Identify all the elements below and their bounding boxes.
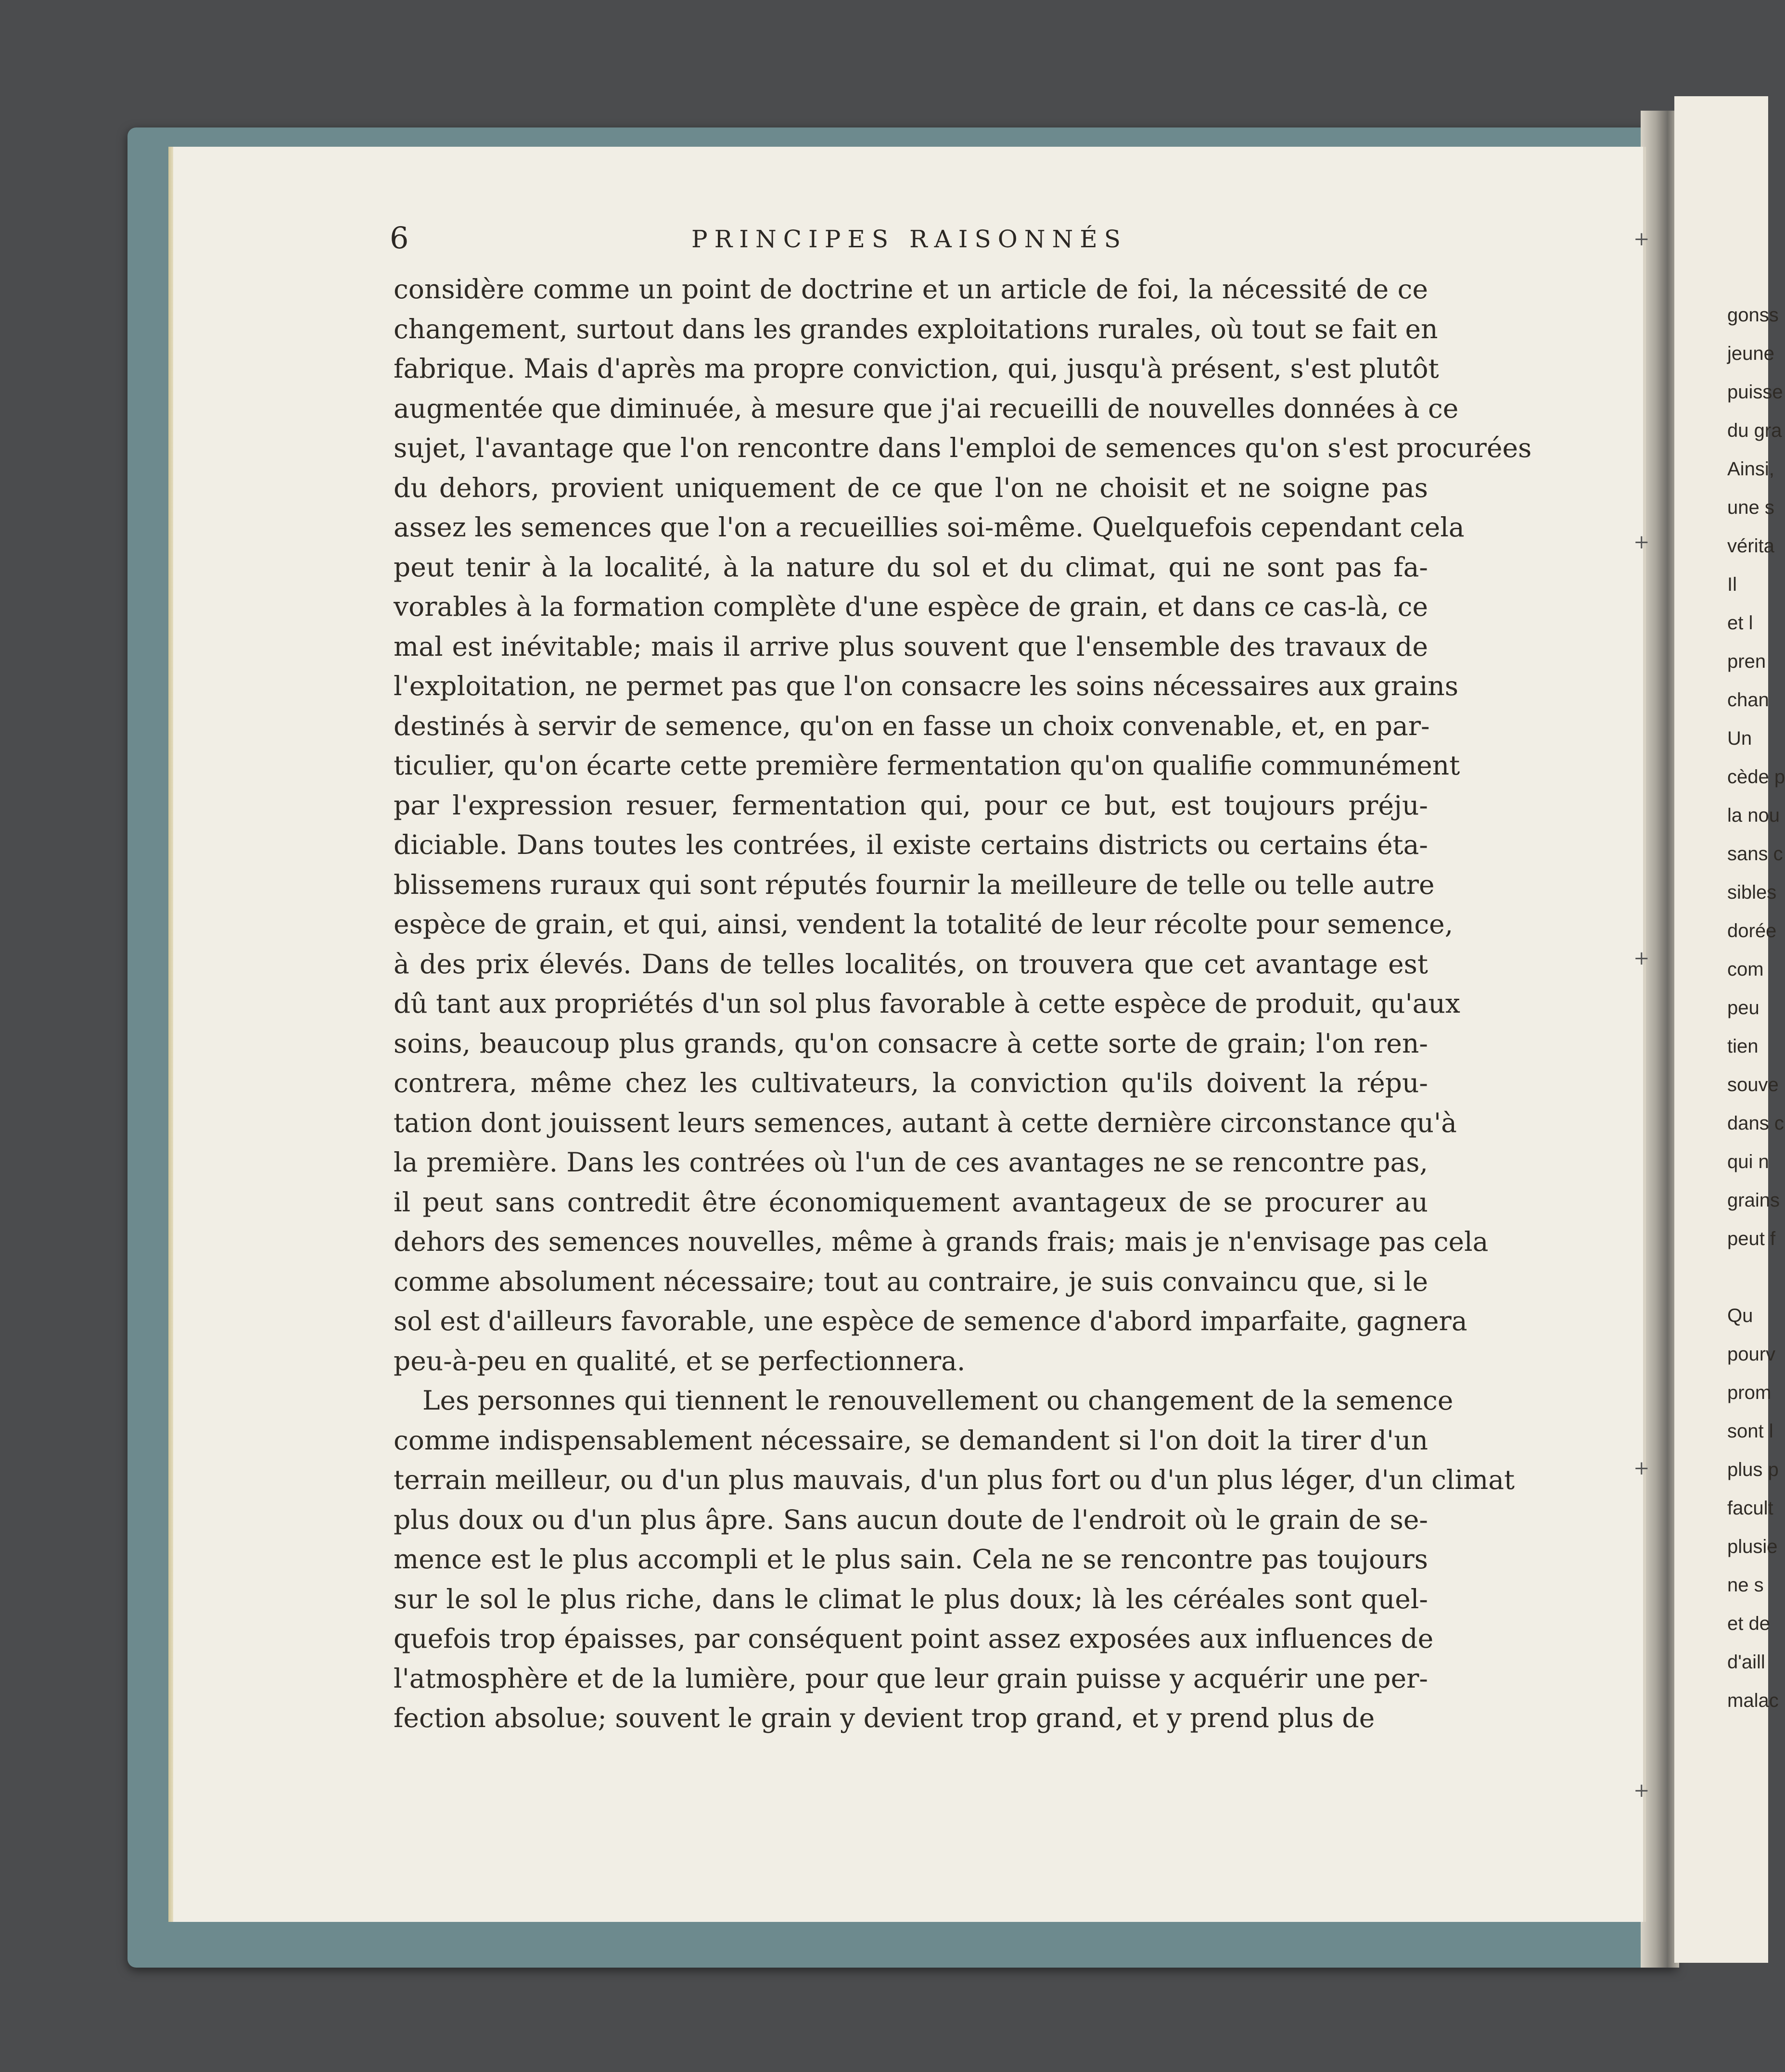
text-line: comme absolument nécessaire; tout au contraire, je suis convaincu que, si le: [394, 1266, 1428, 1297]
text-line: diciable. Dans toutes les contrées, il existe certains districts ou certains éta-: [394, 829, 1428, 860]
facing-text-fragment: chan: [1727, 689, 1769, 711]
facing-text-fragment: pourv: [1727, 1344, 1776, 1365]
stitch-mark: +: [1633, 1457, 1650, 1479]
body-text: [394, 269, 1532, 1738]
facing-text-fragment: et de: [1727, 1613, 1770, 1634]
text-line: assez les semences que l'on a recueillies soi-même. Quelquefois cependant cela: [394, 512, 1465, 543]
page-header: [390, 220, 1429, 259]
text-line: mal est inévitable; mais il arrive plus souvent que l'ensemble des travaux de: [394, 631, 1428, 662]
facing-text-fragment: qui n: [1727, 1151, 1769, 1172]
text-line: fection absolue; souvent le grain y devient trop grand, et y prend plus de: [394, 1703, 1375, 1733]
facing-text-fragment: peu: [1727, 997, 1760, 1018]
facing-text-fragment: sont l: [1727, 1421, 1773, 1442]
text-line: terrain meilleur, ou d'un plus mauvais, d'un plus fort ou d'un plus léger, d'un climat: [394, 1464, 1515, 1495]
facing-text-fragment: com: [1727, 959, 1764, 980]
text-line: la première. Dans les contrées où l'un de ces avantages ne se rencontre pas,: [394, 1147, 1428, 1178]
facing-text-fragment: jeune: [1727, 343, 1774, 364]
text-line: dû tant aux propriétés d'un sol plus favorable à cette espèce de produit, qu'aux: [394, 988, 1460, 1019]
facing-text-fragment: plusie: [1727, 1536, 1778, 1557]
running-head: PRINCIPES RAISONNÉS: [691, 225, 1128, 253]
facing-text-fragment: d'aill: [1727, 1652, 1765, 1673]
facing-text-fragment: du gra: [1727, 420, 1782, 441]
text-line: changement, surtout dans les grandes exploitations rurales, où tout se fait en: [394, 313, 1438, 344]
facing-text-fragment: tien: [1727, 1036, 1759, 1057]
text-line: peu-à-peu en qualité, et se perfectionnera.: [394, 1345, 966, 1376]
text-line: Les personnes qui tiennent le renouvellement ou changement de la semence: [422, 1385, 1454, 1416]
facing-text-fragment: plus p: [1727, 1459, 1779, 1480]
facing-text-fragment: grains: [1727, 1190, 1780, 1211]
text-line: vorables à la formation complète d'une espèce de grain, et dans ce cas-là, ce: [394, 591, 1428, 622]
page-number: 6: [390, 220, 409, 255]
facing-text-fragment: et l: [1727, 612, 1753, 634]
facing-text-fragment: ne s: [1727, 1575, 1764, 1596]
text-line: il peut sans contredit être économiquement avantageux de se procurer au: [394, 1186, 1428, 1218]
text-line: ticulier, qu'on écarte cette première fermentation qu'on qualifie communément: [394, 750, 1460, 781]
text-line: destinés à servir de semence, qu'on en fasse un choix convenable, et, en par-: [394, 710, 1430, 741]
facing-text-fragment: dans c: [1727, 1113, 1784, 1134]
facing-text-fragment: sibles: [1727, 882, 1777, 903]
text-line: fabrique. Mais d'après ma propre conviction, qui, jusqu'à présent, s'est plutôt: [394, 353, 1439, 384]
facing-text-fragment: une s: [1727, 497, 1774, 518]
text-line: sol est d'ailleurs favorable, une espèce de semence d'abord imparfaite, gagnera: [394, 1306, 1467, 1336]
text-line: considère comme un point de doctrine et un article de foi, la nécessité de ce: [394, 274, 1428, 305]
facing-text-fragment: la nou: [1727, 805, 1780, 826]
facing-text-fragment: sans c: [1727, 843, 1783, 864]
stitch-mark: +: [1633, 228, 1650, 250]
facing-text-fragment: cède p: [1727, 766, 1785, 788]
text-line: mence est le plus accompli et le plus sain. Cela ne se rencontre pas toujours: [394, 1544, 1428, 1575]
text-line: soins, beaucoup plus grands, qu'on consacre à cette sorte de grain; l'on ren-: [394, 1028, 1428, 1059]
text-line: sur le sol le plus riche, dans le climat le plus doux; là les céréales sont quel-: [394, 1583, 1428, 1614]
facing-text-fragment: pren: [1727, 651, 1766, 672]
text-line: dehors des semences nouvelles, même à grands frais; mais je n'envisage pas cela: [394, 1226, 1489, 1257]
facing-text-fragment: facult: [1727, 1498, 1773, 1519]
stitch-mark: +: [1633, 531, 1650, 553]
text-line: augmentée que diminuée, à mesure que j'ai recueilli de nouvelles données à ce: [394, 393, 1459, 424]
text-line: comme indispensablement nécessaire, se demandent si l'on doit la tirer d'un: [394, 1424, 1428, 1456]
text-line: du dehors, provient uniquement de ce que l'on ne choisit et ne soigne pas: [394, 472, 1428, 503]
facing-text-fragment: vérita: [1727, 535, 1774, 557]
text-line: espèce de grain, et qui, ainsi, vendent la totalité de leur récolte pour semence,: [394, 909, 1454, 940]
text-line: plus doux ou d'un plus âpre. Sans aucun doute de l'endroit où le grain de se-: [394, 1504, 1428, 1535]
facing-text-fragment: Ainsi,: [1727, 458, 1774, 480]
text-line: tation dont jouissent leurs semences, autant à cette dernière circonstance qu'à: [394, 1107, 1457, 1138]
text-line: peut tenir à la localité, à la nature du sol et du climat, qui ne sont pas fa-: [394, 551, 1428, 583]
text-line: sujet, l'avantage que l'on rencontre dans l'emploi de semences qu'on s'est procurées: [394, 432, 1532, 463]
text-line: blissemens ruraux qui sont réputés fournir la meilleure de telle ou telle autre: [394, 869, 1435, 900]
text-line: l'atmosphère et de la lumière, pour que leur grain puisse y acquérir une per-: [394, 1663, 1428, 1694]
facing-page: [1674, 96, 1785, 1963]
facing-text-fragment: Il: [1727, 574, 1737, 595]
facing-text-fragment: prom: [1727, 1382, 1772, 1403]
facing-text-fragment: Qu: [1727, 1305, 1753, 1326]
text-line: à des prix élevés. Dans de telles localités, on trouvera que cet avantage est: [394, 948, 1428, 979]
stitch-mark: +: [1633, 947, 1650, 969]
facing-text-fragment: dorée: [1727, 920, 1777, 941]
facing-text-fragment: gonss: [1727, 305, 1779, 326]
text-line: contrera, même chez les cultivateurs, la conviction qu'ils doivent la répu-: [394, 1068, 1428, 1098]
text-line: l'exploitation, ne permet pas que l'on consacre les soins nécessaires aux grains: [394, 671, 1459, 701]
facing-text-fragment: souve: [1727, 1074, 1779, 1095]
facing-text-fragment: malac: [1727, 1690, 1779, 1711]
facing-text-fragment: puisse: [1727, 381, 1783, 403]
stitch-mark: +: [1633, 1780, 1650, 1802]
text-line: quefois trop épaisses, par conséquent point assez exposées aux influences de: [394, 1623, 1434, 1654]
facing-text-fragment: Un: [1727, 728, 1752, 749]
facing-text-fragment: peut f: [1727, 1228, 1776, 1249]
text-line: par l'expression resuer, fermentation qui, pour ce but, est toujours préju-: [394, 789, 1428, 821]
book-gutter: [1641, 111, 1679, 1968]
